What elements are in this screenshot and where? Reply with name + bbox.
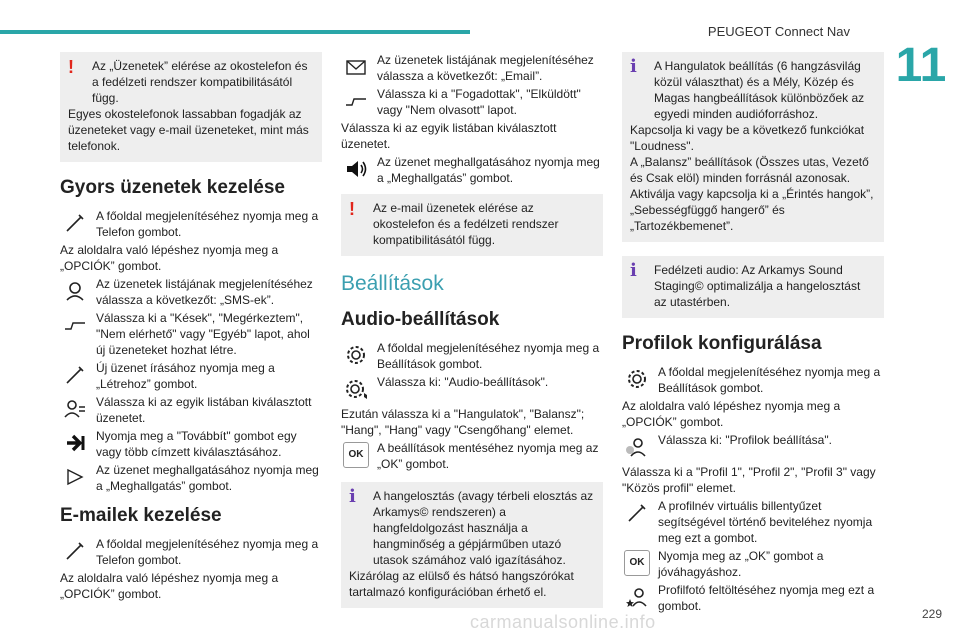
step [341,440,603,472]
play-icon [60,462,90,492]
heading-audio-settings: Audio-beállítások [341,309,500,330]
note-text: A hangelosztás (avagy térbeli elosztás az Arkamys© rendszeren) a hangfeldolgozást használja a hangminőség a gépjárműben utazó utasok számához való igazításához. [373,489,594,567]
note-text: Az „Üzenetek” elérése az okostelefon és a fedélzeti rendszer kompatibilitásától függ. [92,59,308,105]
step [341,154,603,186]
tabs-icon [60,310,90,340]
step [341,52,603,84]
note-text: Aktiválja vagy kapcsolja ki a „Érintés hangok”, „Sebességfüggő hangerő” és „Tartozékbemenet”. [630,187,874,233]
info-icon: i [630,260,637,281]
step-text: A profilnév virtuális billentyűzet segítségével történő beviteléhez nyomja meg ezt a gombot. [658,499,873,545]
step-text: Új üzenet írásához nyomja meg a „Létrehoz” gombot. [96,361,275,391]
note-text: A Hangulatok beállítás (6 hangzásvilág közül választhat) és a Mély, Közép és Magas hangbeállítások különbözőek az egyedi minden audióforráshoz. [654,59,865,121]
info-icon: i [349,486,356,507]
gear-audio-icon [341,374,371,404]
step-text: Válassza ki a "Fogadottak", "Elküldött" vagy "Nem olvasott" lapot. [377,87,581,117]
speaker-icon [341,154,371,184]
gear-icon [341,340,371,370]
step [60,310,322,358]
step [60,360,322,392]
step-text: A beállítások mentéséhez nyomja meg az „OK” gombot. [377,441,599,471]
step [622,432,884,462]
step [341,340,603,372]
header-title: PEUGEOT Connect Nav [707,24,850,39]
ok-label: OK [624,550,650,576]
step [60,394,322,426]
step [60,208,322,240]
step-text: Az üzenetek listájának megjelenítéséhez válassza a következőt: „Email”. [377,53,594,83]
body-text: Az aloldalra való lépéshez nyomja meg a „OPCIÓK” gombot. [60,243,279,273]
compose-icon [60,360,90,390]
step-text: A főoldal megjelenítéséhez nyomja meg a Telefon gombot. [96,537,319,567]
step-text: Profilfotó feltöltéséhez nyomja meg ezt a gombot. [658,583,875,613]
step-text: Az üzenetek listájának megjelenítéséhez válassza a következőt: „SMS-ek”. [96,277,313,307]
info-note-ambiance [622,52,884,242]
step [622,364,884,396]
step-text: Az üzenet meghallgatásához nyomja meg a „Meghallgatás” gombot. [377,155,600,185]
ok-label: OK [343,442,369,468]
header-accent-bar [0,30,470,34]
warning-icon: ! [68,57,74,77]
heading-email: E-mailek kezelése [60,505,222,526]
profile-icon [622,432,652,462]
ok-button-icon [341,440,371,470]
step [622,582,884,614]
sms-icon [60,276,90,306]
step-text: Válassza ki a "Kések", "Megérkeztem", "Nem elérhető" vagy "Egyéb" lapot, ahol új üzeneteket hozhat létre. [96,311,310,357]
body-text: Válassza ki az egyik listában kiválasztott üzenetet. [341,121,557,151]
step-text: A főoldal megjelenítéséhez nyomja meg a Beállítások gombot. [658,365,881,395]
step-text: Válassza ki az egyik listában kiválasztott üzenetet. [96,395,312,425]
column-3 [622,52,884,616]
pencil-icon [622,498,652,528]
info-note-balance [341,482,603,608]
heading-profiles: Profilok konfigurálása [622,333,822,354]
ok-button-icon [622,548,652,578]
note-text: A „Balansz” beállítások (Összes utas, Vezető és Csak elöl) minden forrásnál azonosak. [630,155,869,185]
note-text: Az e-mail üzenetek elérése az okostelefon és a fedélzeti rendszer kompatibilitásától függ. [373,201,559,247]
step [341,374,603,404]
gear-icon [622,364,652,394]
column-1 [60,52,322,604]
section-title-settings: Beállítások [341,272,444,295]
step [622,548,884,580]
warning-icon: ! [349,199,355,219]
profile-star-icon [622,582,652,612]
step-text: Válassza ki: "Audio-beállítások". [377,375,549,389]
watermark: carmanualsonline.info [470,612,656,632]
warning-note-email [341,194,603,256]
note-text: Kapcsolja ki vagy be a következő funkciókat "Loudness". [630,123,865,153]
body-text: Az aloldalra való lépéshez nyomja meg a „OPCIÓK” gombot. [622,399,841,429]
warning-note-messages [60,52,322,162]
step-text: A főoldal megjelenítéséhez nyomja meg a Telefon gombot. [96,209,319,239]
info-note-arkamys [622,256,884,318]
note-text: Fedélzeti audio: Az Arkamys Sound Staging© optimalizálja a hangelosztást az utastérben. [654,263,861,309]
step-text: A főoldal megjelenítéséhez nyomja meg a Beállítások gombot. [377,341,600,371]
step-text: Az üzenet meghallgatásához nyomja meg a „Meghallgatás” gombot. [96,463,319,493]
tabs-icon [341,86,371,116]
list-select-icon [60,394,90,424]
step [60,536,322,568]
note-text: Egyes okostelefonok lassabban fogadják az üzeneteket vagy e-mail üzeneteket, mint más telefonok. [68,107,309,153]
forward-icon [60,428,90,458]
step-text: Nyomja meg az „OK” gombot a jóváhagyáshoz. [658,549,824,579]
step [60,428,322,460]
step-text: Válassza ki: "Profilok beállítása". [658,433,832,447]
body-text: Válassza ki a "Profil 1", "Profil 2", "Profil 3" vagy "Közös profil" elemet. [622,465,876,495]
pencil-icon [60,536,90,566]
step-text: Nyomja meg a "Továbbít" gombot egy vagy több címzett kiválasztásához. [96,429,297,459]
pencil-icon [60,208,90,238]
page-number: 229 [921,607,942,621]
chapter-number: 11 [895,39,947,92]
heading-quick-messages: Gyors üzenetek kezelése [60,177,285,198]
step [341,86,603,118]
step [60,276,322,308]
column-2 [341,52,603,622]
body-text: Az aloldalra való lépéshez nyomja meg a „OPCIÓK” gombot. [60,571,279,601]
note-text: Kizárólag az elülső és hátsó hangszórókat tartalmazó konfigurációban érhető el. [349,569,574,599]
step [60,462,322,494]
email-icon [341,52,371,82]
info-icon: i [630,56,637,77]
body-text: Ezután válassza ki a "Hangulatok", "Balansz"; "Hang", "Hang" vagy "Csengőhang" elemet. [341,407,585,437]
step [622,498,884,546]
